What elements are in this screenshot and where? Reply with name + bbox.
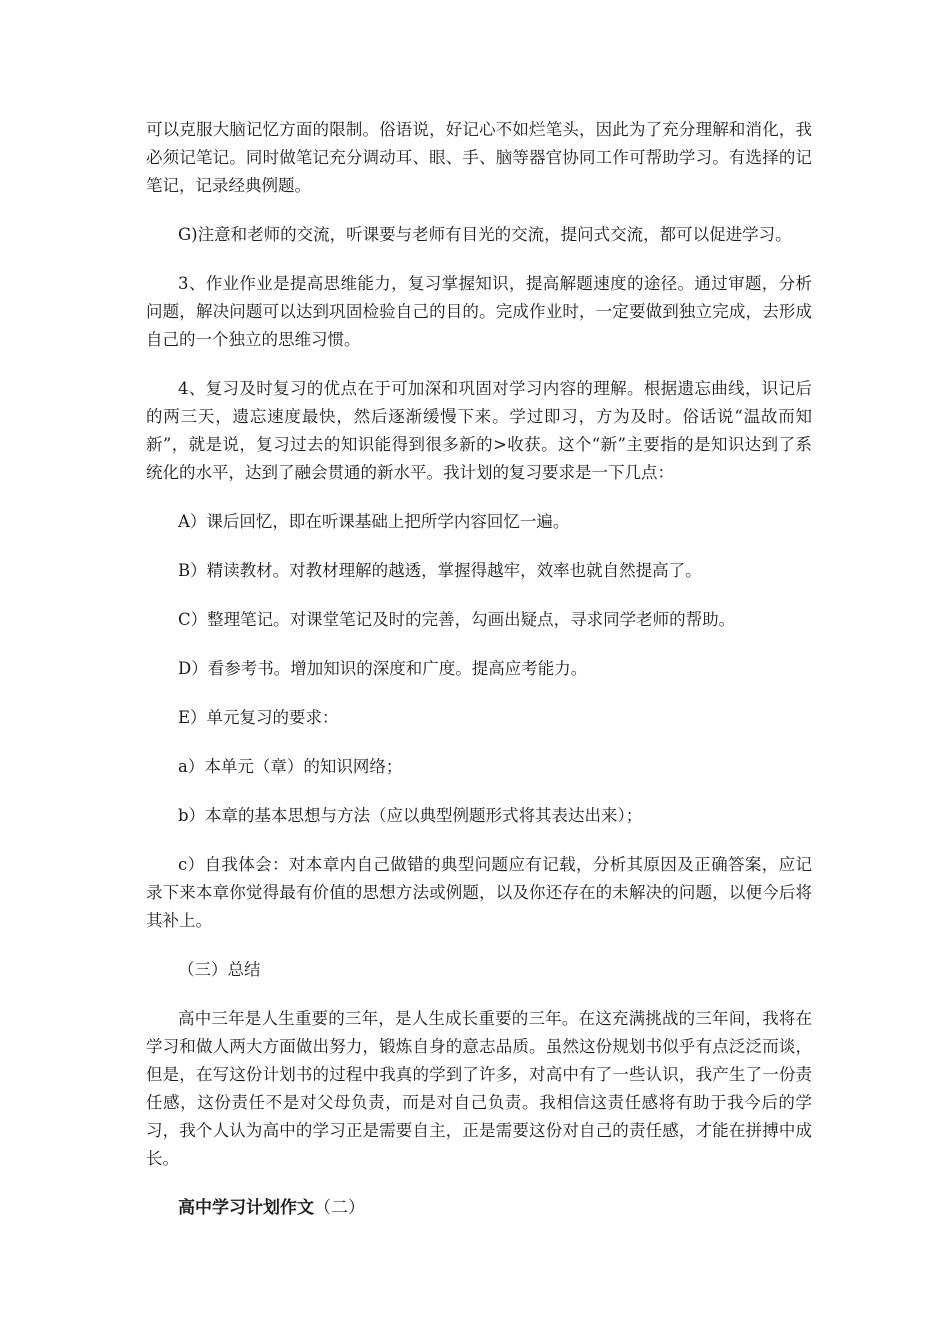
list-item-b: B）精读教材。对教材理解的越透，掌握得越牢，效率也就自然提高了。	[178, 561, 702, 580]
heading-sub: （二）	[314, 1198, 365, 1218]
sub-item-a: a）本单元（章）的知识网络；	[178, 757, 403, 776]
paragraph-homework: 3、作业作业是提高思维能力，复习掌握知识，提高解题速度的途径。通过审题，分析问题，解决问题可以达到巩固检验自己的目的。完成作业时，一定要做到独立完成，去形成自己的一个独立的思维习惯。	[146, 274, 812, 349]
paragraph-notes-continued: 可以克服大脑记忆方面的限制。俗语说，好记心不如烂笔头，因此为了充分理解和消化，我必须记笔记。同时做笔记充分调动耳、眼、手、脑等器官协同工作可帮助学习。有选择的记笔记，记录经典例题。	[146, 120, 812, 195]
paragraph-review: 4、复习及时复习的优点在于可加深和巩固对学习内容的理解。根据遗忘曲线，识记后的两三天，遗忘速度最快，然后逐渐缓慢下来。学过即习，方为及时。俗话说“温故而知新”，就是说，复习过去的知识能得到很多新的>收获。这个“新”主要指的是知识达到了系统化的水平，达到了融会贯通的新水平。我计划的复习要求是一下几点：	[146, 379, 812, 482]
paragraph-teacher-communication: G)注意和老师的交流，听课要与老师有目光的交流，提问式交流，都可以促进学习。	[178, 225, 792, 244]
list-item-d: D）看参考书。增加知识的深度和广度。提高应考能力。	[178, 659, 588, 678]
sub-item-b: b）本章的基本思想与方法（应以典型例题形式将其表达出来）；	[178, 806, 643, 825]
list-item-e: E）单元复习的要求：	[178, 708, 339, 727]
list-item-a: A）课后回忆，即在听课基础上把所学内容回忆一遍。	[178, 512, 570, 531]
heading-main: 高中学习计划作文	[178, 1198, 314, 1218]
next-article-heading	[146, 1194, 812, 1222]
section-title-summary: （三）总结	[178, 960, 261, 979]
document-page	[146, 116, 812, 1222]
paragraph-summary: 高中三年是人生重要的三年，是人生成长重要的三年。在这充满挑战的三年间，我将在学习和做人两大方面做出努力，锻炼自身的意志品质。虽然这份规划书似乎有点泛泛而谈，但是，在写这份计划书的过程中我真的学到了许多，对高中有了一些认识，我产生了一份责任感，这份责任不是对父母负责，而是对自己负责。我相信这责任感将有助于我今后的学习，我个人认为高中的学习正是需要自主，正是需要这份对自己的责任感，才能在拼搏中成长。	[146, 1009, 812, 1168]
list-item-c: C）整理笔记。对课堂笔记及时的完善，勾画出疑点，寻求同学老师的帮助。	[178, 610, 736, 629]
sub-item-c: c）自我体会：对本章内自己做错的典型问题应有记载，分析其原因及正确答案，应记录下来本章你觉得最有价值的思想方法或例题，以及你还存在的未解决的问题，以便今后将其补上。	[146, 855, 812, 930]
